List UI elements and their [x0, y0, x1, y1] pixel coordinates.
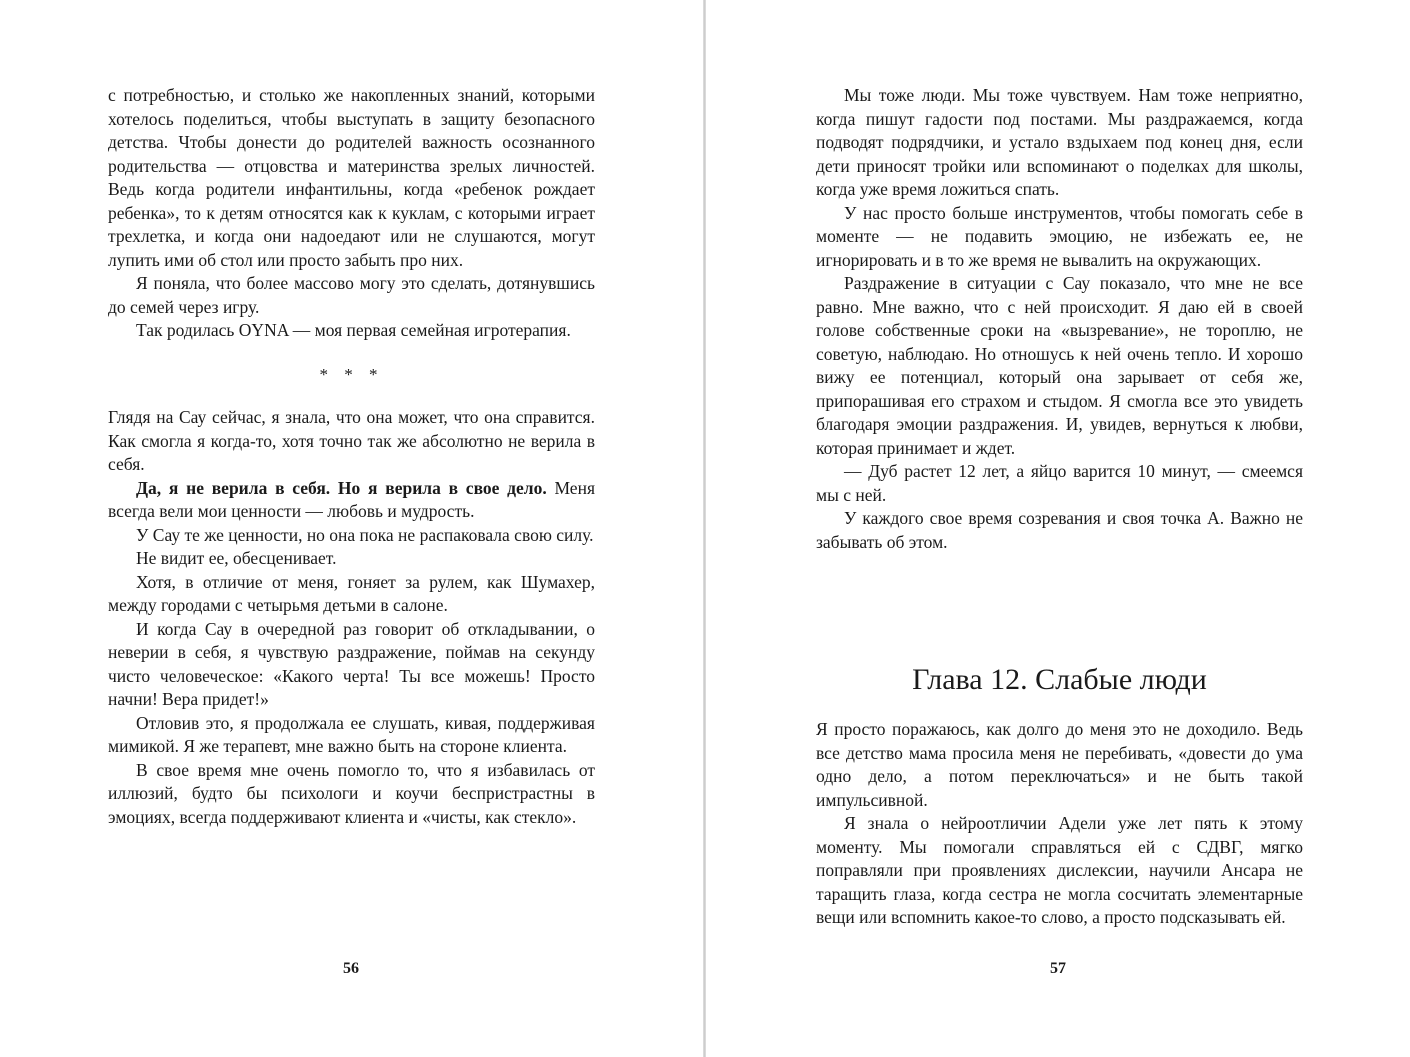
paragraph: Отловив это, я продолжала ее слушать, кивая, поддерживая мимикой. Я же терапевт, мне важно быть на стороне клиента. [108, 712, 595, 756]
page-number-right: 57 [1050, 960, 1066, 977]
paragraph-bold-lead [108, 477, 595, 524]
paragraph: Так родилась OYNA — моя первая семейная игротерапия. [136, 320, 571, 340]
paragraph: У Сау те же ценности, но она пока не распаковала свою силу. [136, 524, 594, 545]
page-number-left: 56 [343, 960, 359, 977]
left-page [0, 0, 704, 1057]
paragraph: Не видит ее, обесценивает. [136, 548, 337, 568]
paragraph: Раздражение в ситуации с Сау показало, что мне не все равно. Мне важно, что с ней происходит. Я даю ей в своей голове собственные сроки на «вызревание», не тороплю, не советую, наблюдаю. Но отношусь к ней очень тепло. И хорошо вижу ее потенциал, который она зарывает от себя же, припорашивая его страхом и стыдом. Я смогла все это увидеть благодаря эмоции раздражения. И, увидев, вернуться к любви, которая принимает и ждет. [816, 273, 1303, 458]
paragraph: И когда Сау в очередной раз говорит об откладывании, о неверии в себя, я чувствую раздражение, поймав на секунду чисто человеческое: «Какого черта! Ты все можешь! Просто начни! Вера придет!» [108, 618, 595, 709]
right-text-block-bottom [816, 718, 1303, 930]
paragraph: Мы тоже люди. Мы тоже чувствуем. Нам тоже неприятно, когда пишут гадости под постами. Мы раздражаемся, когда подводят подрядчики, и устало вздыхаем под конец дня, если дети приносят тройки или вспоминают о поделках для школы, когда уже время ложиться спать. [816, 85, 1303, 199]
paragraph: — Дуб растет 12 лет, а яйцо варится 10 минут, — смеемся мы с ней. [816, 461, 1303, 505]
paragraph: В свое время мне очень помогло то, что я избавилась от иллюзий, будто бы психологи и коучи беспристрастны в эмоциях, всегда поддерживают клиента и «чисты, как стекло». [108, 759, 595, 827]
paragraph: У нас просто больше инструментов, чтобы помогать себе в моменте — не подавить эмоцию, не избежать ее, не игнорировать и в то же время не вывалить на окружающих. [816, 202, 1303, 270]
chapter-title: Глава 12. Слабые люди [912, 662, 1207, 696]
right-page [706, 0, 1410, 1057]
bold-lead-rest: Меня всегда вели мои ценности — любовь и мудрость. [108, 477, 595, 521]
bold-lead-text: Да, я не верила в себя. Но я верила в свое дело. [136, 477, 547, 498]
paragraph: Я знала о нейроотличии Адели уже лет пять к этому моменту. Мы помогали справляться ей с СДВГ, мягко поправляли при проявлениях дислексии, научили Ансара не таращить глаза, когда сестра не могла сосчитать элементарные вещи или вспомнить какое-то слово, а просто подсказывать ей. [816, 813, 1303, 927]
section-break: * * * [319, 364, 384, 384]
paragraph: Я поняла, что более массово могу это сделать, дотянувшись до семей через игру. [108, 273, 595, 317]
paragraph: Глядя на Сау сейчас, я знала, что она может, что она справится. Как смогла я когда-то, хотя точно так же абсолютно не верила в себя. [108, 407, 595, 474]
right-text-block-top [816, 84, 1303, 554]
paragraph: Хотя, в отличие от меня, гоняет за рулем, как Шумахер, между городами с четырьмя детьми в салоне. [108, 571, 595, 615]
paragraph: У каждого свое время созревания и своя точка А. Важно не забывать об этом. [816, 508, 1303, 552]
paragraph: Я просто поражаюсь, как долго до меня это не доходило. Ведь все детство мама просила меня не перебивать, «довести до ума одно дело, а потом переключаться» и не быть такой импульсивной. [816, 719, 1303, 810]
paragraph: с потребностью, и столько же накопленных знаний, которыми хотелось поделиться, чтобы выступать в защиту безопасного детства. Чтобы донести до родителей важность осознанного родительства — отцовства и материнства зрелых личностей. Ведь когда родители инфантильны, когда «ребенок рождает ребенка», то к детям относятся как к куклам, с которыми играет трехлетка, и когда они надоедают или не слушаются, могут лупить ими об стол или просто забыть про них. [108, 85, 595, 270]
left-text-block [108, 84, 595, 829]
